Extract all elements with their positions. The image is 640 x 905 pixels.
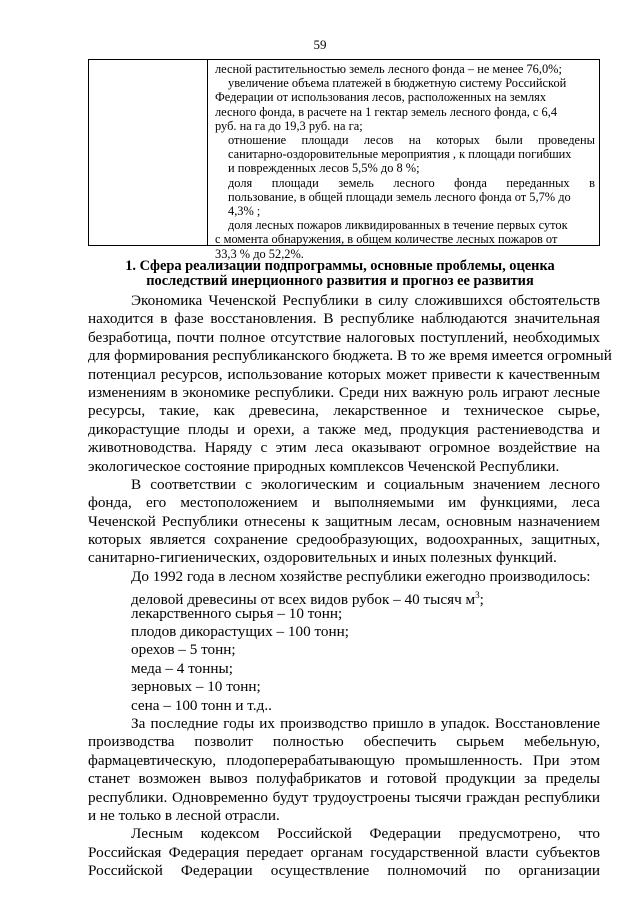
table-line: лесного фонда, в расчете на 1 гектар земель лесного фонда, с 6,4 [215,104,558,119]
paragraph-line: ресурсы, такие, как древесина, лекарственное и техническое сырье, [88,402,600,420]
paragraph-line: Чеченской Республики отнесены к защитным лесам, основным назначением [88,512,600,530]
table-line: увеличение объема платежей в бюджетную систему Российской [228,76,567,91]
table-line: лесной растительностью земель лесного фонда – не менее 76,0%; [215,62,562,76]
indicators-table [88,59,600,261]
page-number: 59 [313,37,327,52]
list-item: меда – 4 тонны; [131,659,233,677]
paragraph-line: За последние годы их производство пришло в упадок. Восстановление [131,714,600,732]
heading-line: последствий инерционного развития и прогноз ее развития [146,273,534,289]
paragraph-line: До 1992 года в лесном хозяйстве республики ежегодно производилось: [131,567,591,585]
paragraph-line: которых является сохранение средообразующих, водоохранных, защитных, [88,531,600,549]
table-line: отношение площади лесов на которых были проведены [228,133,595,148]
table-line: и поврежденных лесов 5,5% до 8 %; [228,161,420,176]
paragraph-line: санитарно-гигиенических, оздоровительных и иных полезных функций. [88,549,557,567]
paragraph-line: Экономика Чеченской Республики в силу сложившихся обстоятельств [131,292,600,309]
paragraph-line: для формирования республиканского бюджета. В то же время имеется огромный [88,347,612,365]
list-item: лекарственного сырья – 10 тонн; [131,604,343,622]
table-line: доля лесных пожаров ликвидированных в течение первых суток [228,218,568,233]
paragraph-line: фонда, его местоположением и выполняемыми им функциями, леса [88,494,600,512]
table-line: Федерации от использования лесов, расположенных на землях [215,90,547,105]
table-line: 4,3% ; [228,204,261,219]
paragraph-line: Российская Федерация передает органам государственной власти субъектов [88,843,600,861]
paragraph-line: Российской Федерации осуществление полномочий по организации [88,862,600,880]
list-item: сена – 100 тонн и т.д.. [131,696,272,714]
paragraph-line: Лесным кодексом Российской Федерации предусмотрено, что [131,825,600,843]
paragraph-line: В соответствии с экологическим и социальным значением лесного [131,475,600,493]
body-text [88,292,612,881]
paragraph-line: и не только в лесной отрасли. [88,806,280,824]
paragraph-line: находится в фазе восстановления. В республике наблюдаются значительная [88,310,600,328]
paragraph-line: потенциал ресурсов, использование которых может привести к качественным [88,365,600,383]
paragraph-line: дикорастущие плоды и орехи, а также мед, продукция растениеводства и [88,420,600,438]
paragraph-line: производства позволит полностью обеспечить сырьем мебельную, [88,733,600,751]
table-line: пользование, в общей площади земель лесного фонда от 5,7% до [228,189,571,204]
heading-line: 1. Сфера реализации подпрограммы, основные проблемы, оценка [125,258,555,274]
list-item [88,586,600,609]
paragraph-line: животноводства. Наряду с этим леса оказывают огромное воздействие на [88,439,600,457]
list-item: орехов – 5 тонн; [131,641,236,659]
table-line: с момента обнаружения, в общем количестве лесных пожаров от [215,232,558,247]
superscript: 3 [475,590,480,601]
table-line: руб. на га до 19,3 руб. на га; [215,118,363,133]
paragraph-line: республики. Одновременно будут трудоустроены тысячи граждан республики [88,788,600,806]
section-heading [80,259,600,289]
paragraph-line: станет возможен вывоз полуфабрикатов и готовой продукции за пределы [88,770,600,788]
table-line: доля площади земель лесного фонда переданных в [228,175,595,190]
list-item-suffix: ; [479,591,484,609]
list-item: зерновых – 10 тонн; [131,678,261,696]
paragraph-line: изменениям в экономике республики. Среди них важную роль играют лесные [88,383,600,401]
list-item-text: деловой древесины от всех видов рубок – 40 тысяч м [131,591,476,609]
paragraph-line: фармацевтическую, плодоперерабатывающую промышленность. При этом [88,751,600,769]
table-line: 33,3 % до 52,2%. [215,246,304,261]
table-right-cell [215,62,595,261]
paragraph-line: безработица, почти полное отсутствие налоговых поступлений, необходимых [88,328,600,346]
list-item: плодов дикорастущих – 100 тонн; [131,623,350,641]
paragraph-line: экологическое состояние природных комплексов Чеченской Республики. [88,457,560,475]
table-line: санитарно-оздоровительные мероприятия , к площади погибших [228,147,572,162]
table-left-cell [89,60,208,245]
